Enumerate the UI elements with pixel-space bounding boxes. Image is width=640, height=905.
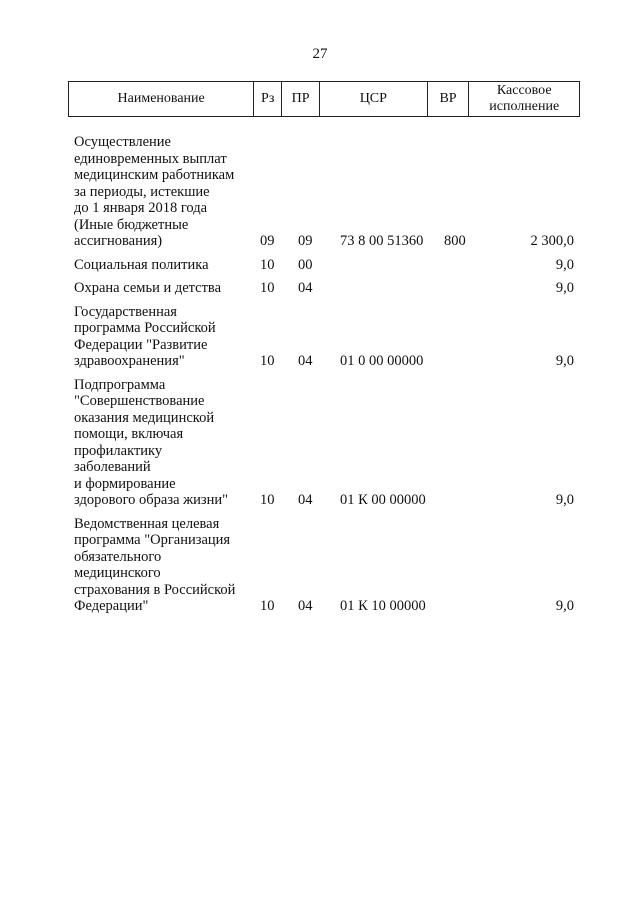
row-csr: 73 8 00 51360	[340, 233, 424, 249]
row-rz: 10	[260, 598, 275, 614]
row-pr: 00	[298, 256, 313, 273]
table-row	[74, 304, 580, 370]
header-sum: Кассовое исполнение	[489, 83, 560, 114]
row-pr: 04	[298, 492, 313, 508]
row-sum: 9,0	[555, 353, 574, 369]
row-rz: 10	[260, 353, 275, 369]
row-pr: 04	[298, 353, 313, 369]
row-rz: 10	[260, 492, 275, 508]
row-name: Подпрограмма "Совершенствование оказания медицинской помощи, включая профилактику заболеваний и формирование здорового образа жизни"	[74, 376, 229, 508]
table-header	[68, 81, 580, 117]
row-vr: 800	[444, 233, 466, 249]
table-row	[74, 516, 580, 615]
row-name: Охрана семьи и детства	[74, 280, 222, 296]
header-name: Наименование	[69, 82, 254, 116]
row-pr: 04	[298, 598, 313, 614]
row-name: Государственная программа Российской Федерации "Развитие здравоохранения"	[74, 303, 216, 369]
header-vr: ВР	[428, 82, 470, 116]
row-pr: 04	[298, 280, 313, 296]
row-name: Ведомственная целевая программа "Организация обязательного медицинского страхования в Российской Федерации"	[74, 515, 236, 614]
row-name: Осуществление единовременных выплат медицинским работникам за периоды, истекшие до 1 января 2018 года (Иные бюджетные ассигнования)	[74, 134, 235, 249]
row-csr: 01 К 00 00000	[340, 492, 426, 508]
table-row	[74, 377, 580, 509]
table-row	[74, 280, 580, 297]
row-rz: 09	[260, 233, 275, 249]
row-csr: 01 К 10 00000	[340, 598, 426, 614]
header-csr: ЦСР	[320, 82, 428, 116]
row-csr: 01 0 00 00000	[340, 353, 424, 369]
page-number: 27	[312, 46, 328, 62]
row-rz: 10	[260, 256, 275, 273]
table-body	[74, 134, 580, 622]
table-row	[74, 257, 580, 274]
row-sum: 2 300,0	[530, 233, 574, 249]
row-sum: 9,0	[555, 598, 574, 614]
row-name: Социальная политика	[74, 256, 209, 273]
row-pr: 09	[298, 233, 313, 249]
header-rz: Рз	[254, 82, 282, 116]
row-sum: 9,0	[555, 280, 574, 296]
table-row	[74, 134, 580, 250]
row-sum: 9,0	[555, 256, 574, 273]
row-rz: 10	[260, 280, 275, 296]
header-pr: ПР	[282, 82, 320, 116]
row-sum: 9,0	[555, 492, 574, 508]
